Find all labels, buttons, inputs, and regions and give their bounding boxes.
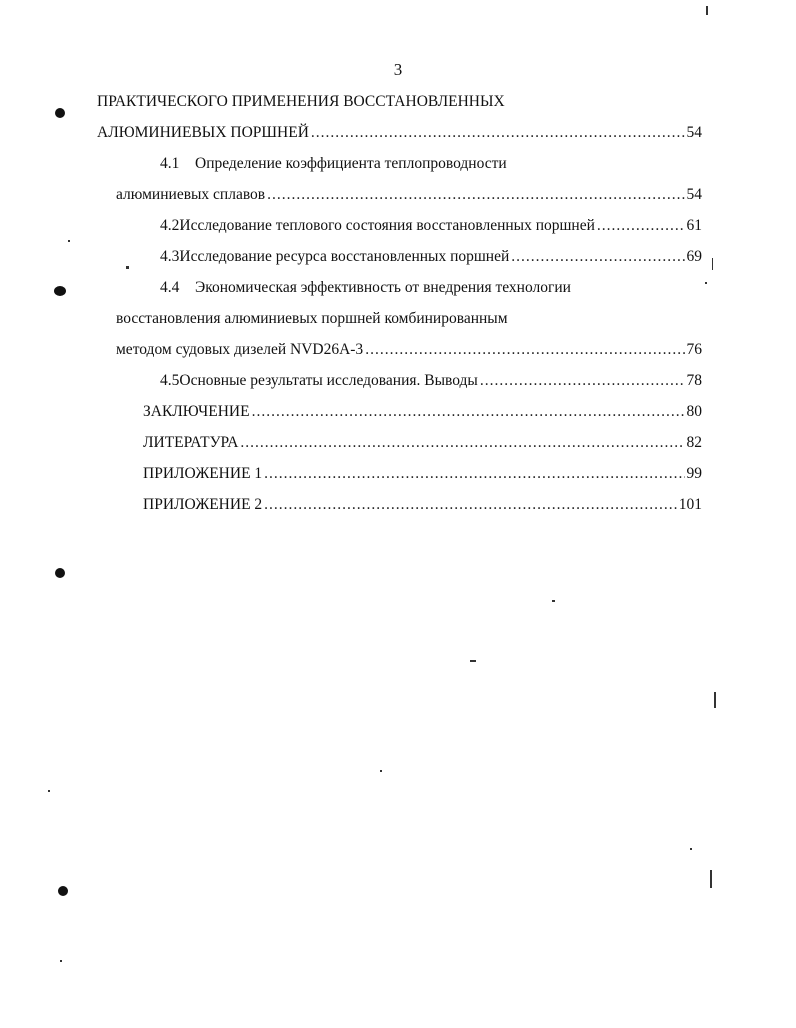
section-number: 4.2: [160, 217, 180, 234]
section-number: 4.4: [160, 279, 180, 296]
toc-entry-page: 99: [686, 465, 702, 482]
section-number: 4.3: [160, 248, 180, 265]
leader-dots: [267, 185, 684, 205]
toc-entry-appendix-1: [143, 464, 702, 484]
toc-entry-appendix-2: [143, 495, 702, 515]
leader-dots: [240, 433, 684, 453]
leader-dots: [264, 464, 684, 484]
toc-entry-title: Исследование теплового состояния восстановленных поршней: [179, 217, 595, 234]
toc-entry-title: Исследование ресурса восстановленных поршней: [179, 248, 510, 265]
toc-entry-4-5: [160, 371, 702, 391]
punch-hole-mark: [55, 108, 65, 118]
toc-entry-page: 101: [678, 496, 702, 513]
toc-entry-4-4: [116, 340, 702, 360]
leader-dots: [252, 402, 685, 422]
leader-dots: [365, 340, 684, 360]
scan-speck: [60, 960, 62, 962]
scan-speck: [552, 600, 555, 602]
scan-speck: [48, 790, 50, 792]
toc-entry-title: Основные результаты исследования. Выводы: [179, 372, 478, 389]
toc-entry-literature: [143, 433, 702, 453]
leader-dots: [264, 495, 677, 515]
scan-speck: [712, 258, 713, 270]
toc-entry-title: Экономическая эффективность от внедрения технологии: [195, 279, 571, 296]
toc-entry-conclusion: [143, 402, 702, 422]
scan-speck: [690, 848, 692, 850]
scan-speck: [714, 692, 716, 708]
punch-hole-mark: [55, 568, 65, 578]
scan-speck: [710, 870, 712, 888]
punch-hole-mark: [58, 886, 68, 896]
toc-entry-4-3: [160, 247, 702, 267]
toc-entry-title: АЛЮМИНИЕВЫХ ПОРШНЕЙ: [97, 124, 309, 141]
toc-entry-page: 61: [686, 217, 702, 234]
toc-entry-4-4-line1: [160, 278, 571, 298]
toc-entry-page: 54: [686, 186, 702, 203]
toc-chapter-title-line1: ПРАКТИЧЕСКОГО ПРИМЕНЕНИЯ ВОССТАНОВЛЕННЫХ: [97, 93, 505, 110]
toc-entry-title: ПРИЛОЖЕНИЕ 2: [143, 496, 263, 513]
toc-entry-4-2: [160, 216, 702, 236]
toc-entry-title: ЗАКЛЮЧЕНИЕ: [143, 403, 250, 420]
scan-speck: [68, 240, 70, 242]
scan-speck: [126, 266, 129, 269]
toc-entry-title-cont: методом судовых дизелей NVD26A-3: [116, 341, 364, 358]
scan-speck: [470, 660, 476, 662]
toc-entry-chapter: [97, 123, 702, 143]
leader-dots: [311, 123, 685, 143]
toc-entry-title-cont: алюминиевых сплавов: [116, 186, 266, 203]
punch-hole-mark: [54, 286, 66, 296]
toc-entry-page: 78: [686, 372, 702, 389]
toc-entry-title: ЛИТЕРАТУРА: [143, 434, 239, 451]
leader-dots: [511, 247, 684, 267]
toc-entry-page: 82: [686, 434, 702, 451]
leader-dots: [597, 216, 685, 236]
scan-speck: [380, 770, 382, 772]
scan-speck: [705, 282, 707, 284]
toc-entry-title: ПРИЛОЖЕНИЕ 1: [143, 465, 263, 482]
toc-entry-4-4-line2: восстановления алюминиевых поршней комбинированным: [116, 310, 508, 327]
toc-entry-title: Определение коэффициента теплопроводности: [195, 155, 507, 172]
toc-entry-page: 76: [686, 341, 702, 358]
toc-entry-4-1: [116, 185, 702, 205]
section-number: 4.5: [160, 372, 180, 389]
page-number: 3: [393, 60, 403, 79]
toc-entry-4-1-line1: [160, 154, 507, 174]
section-number: 4.1: [160, 155, 180, 172]
toc-entry-page: 69: [686, 248, 702, 265]
toc-entry-page: 54: [686, 124, 702, 141]
leader-dots: [480, 371, 685, 391]
toc-entry-page: 80: [686, 403, 702, 420]
scan-speck: [706, 6, 708, 15]
